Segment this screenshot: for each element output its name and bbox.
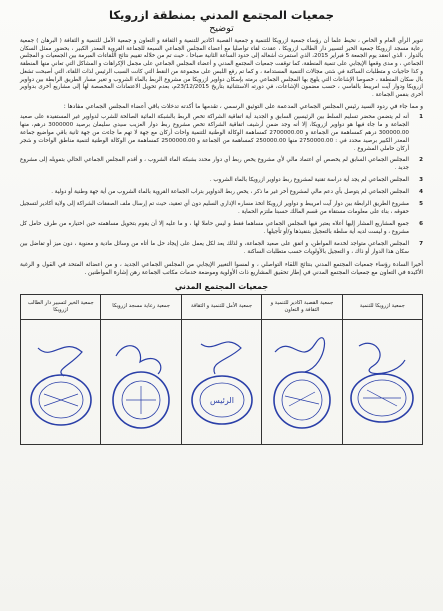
item-text: جميع المشاريع المشار إليها أعلاه يعتبر فيها المجلس الجماعي مساهما فقط و ليس حاملا لها ، و ما عليه إلا أن يقوم بتحويل مساهمته حين اختياره من طرف حامل كل مشروع ، و ليست لديه أية سلطة بالتعجيل بتنفيذها و/أو تأجيلها . bbox=[20, 221, 409, 235]
signature-column-header: جمعية القصبة اكادير للتنمية و الثقافة و التعاون bbox=[262, 294, 342, 319]
intro-paragraph: تنوير الرأي العام و الخاص ، نحيط علما أن رؤساء جمعية ازرويكا للتنمية و جمعية القصبة اكادير للتنمية و الثقافة و التعاون و جمعية الأمل للتنمية و الثقافة ( البرهان ) جمعية رعاية مسجد ازرويكا جمعية الخير لتسيير دار الطالب ازرويكا ، عقدت لقاء تواصليا مع أعضاء المجلس الجماعي السبعة للجماعة القروية المعدر الكبير ، بحضور ممثل السكان بالدوار ، الذي انعقد يوم الجمعة 5 فبراير 2015، الذي استمرت أشغاله إلى حدود الساعة الثانية صباحا ، حيث تم من خلاله تقييم نتائج اللقاءات المبرمة بين الجمعيات و المجلس الجماعي ، و مدى وقعها الإيجابي على تنمية المنطقة، كما توقفت جمعيات المجتمع المدني و أعضاء المجلس الجماعي على مجمل الإكراهات و المشاكل التي تعاني منها المنطقة و كذا حاجيات و متطلبات الساكنة في شتى مجالات التنمية المستدامة ، و كما تم رفع اللبس على مجموعة من النقط التي كانت السبب الرئيس لذات اللقاء، التي أصبحت تشغل بال سكان المنطقة ، خصوصا الإشاعات التي يلهج بها المجلس الجماعي برمته بإسكان دواوير ازرويكا من مشروع الربط بالماء الشروب و تغير مسار الطريق الرابطة بين دواوير ازرويكا ودوار آيت امريبط بالفاسي ، حسب مضمون الإشاعات، في دورته الاستثنائية بتاريخ 23/12/2015م، بعدم تحويل الاعتمادات المخصصة لها إلى مشاريع أخرى بدواوير أخرى بنفس الجماعة . bbox=[20, 38, 424, 99]
item-text: أنه لم يتضمن محضر تسليم السلط بين الرئيسين السابق و الجديد أية اتفاقية الشراكة تخص الربط بالشبكة المائية الصالحة للشرب لدواوير غير المستفيدة على صعيد الجماعة و ما جاء فيها هو دواوير ازرويكا، إلا أنه وجد ضمن أرشيف اتفاقية الشراكة تخص مشروع ربط دوار العزيب سيدي سليمان برصيد 3000000 درهم، منها 300000.00 درهم كمساهمة من الجماعة و 2700000.00 كمساهمة الوكالة الوطنية للتنمية واحات أركان مع جهة لا تهم ما جاءت من جهة ثانية باقي مواضيع جماعة المعدر الكبير برصيد محدد في : 2750000.00 منها 250000.00 كمساهمة من الجماعة و 2500000.00 كمساهمة من الوكالة الوطنية لتنمية مناطق الواحات و شجر أركان حاملي المشروع . bbox=[20, 113, 409, 152]
signature-cell bbox=[181, 319, 261, 444]
list-item bbox=[20, 177, 423, 185]
association-stamp-icon bbox=[24, 326, 98, 430]
item-text: المجلس الجماعي السابق لم يخصص أي اعتماد مالي لأي مشروع يخص ربط أي دوار محدد بشبكة الماء الشروب ، و أقدم المجلس الجماعي الحالي بتمويله إلى مشروع جديد . bbox=[20, 157, 409, 172]
signature-cell bbox=[21, 319, 101, 444]
list-item bbox=[20, 241, 423, 257]
signature-cell bbox=[101, 319, 181, 444]
list-item bbox=[20, 221, 423, 237]
clarifications-label: و مما جاء في ردود السيد رئيس المجلس الجماعي المدعمة على التوثيق الرسمي ، تقدمها ما أكدته تدخلات باقي أعضاء المجلس الجماعي مفادها : bbox=[63, 102, 423, 110]
list-item bbox=[20, 157, 423, 173]
stamp-label: الرئيس bbox=[209, 395, 234, 405]
item-number: 7 bbox=[419, 240, 423, 247]
association-stamp-icon bbox=[265, 326, 339, 430]
closing-paragraph: أخيرا السادة رؤساء جمعيات المجتمع المدني بنتائج اللقاء التواصلي ، و لمسوا التغيير الإيجابي من المجلس الجماعي الجديد ، و من اعضائه المتحد في القول و الرغبة الأكيدة في التعاون مع جمعيات المجتمع المدني في إطار تحقيق المشاريع ذات الأولوية وموضعة خدمات مكاتب الجماعة رهن إشارة المواطنين . bbox=[20, 261, 423, 277]
association-stamp-icon bbox=[345, 326, 419, 430]
signatures-table bbox=[20, 294, 423, 445]
signature-column-header: جمعية الخير لتسيير دار الطالب ازرويكا bbox=[21, 294, 101, 319]
page-subtitle: توضيح bbox=[209, 23, 234, 34]
item-number: 1 bbox=[419, 113, 423, 120]
page-title: جمعيات المجتمع المدني بمنطقة ازرويكا bbox=[109, 8, 334, 22]
clarifications-list bbox=[20, 114, 423, 257]
list-item bbox=[20, 189, 423, 197]
signature-column-header: جمعية ازرويكا للتنمية bbox=[342, 294, 422, 319]
signature-column-header: جمعية الأمل للتنمية و الثقافة bbox=[181, 294, 261, 319]
signature-cell bbox=[262, 319, 342, 444]
item-number: 2 bbox=[419, 157, 423, 164]
signature-column-header: جمعية رعاية مسجد ازرويكا bbox=[101, 294, 181, 319]
item-text: المجلس الجماعي لم يتوصل بأي دعم مالي لمشروع أخر غير ما ذكر ، يخص ربط الدواوير بتراب الجماعة القروية بالماء الشروب من أية جهة وطنية أو دولية . bbox=[51, 189, 409, 196]
signature-cell bbox=[342, 319, 422, 444]
item-text: المجلس الجماعي متواجد لخدمة المواطن، و اتفق على صعيد الجماعة، و لذلك يعد لكل يعمل على إيجاد حل ما أتاه من وسائل مادية و معنوية ، دون ميز أو تفاضل بين سكان هذا الدوار أو ذاك ، و التعجيل بالأولويات حسب متطلبات الساكنة . bbox=[20, 240, 409, 255]
item-text: المجلس الجماعي لم يجد أية دراسة تقنية لمشروع ربط دواوير ازرويكا بالماء الشروب . bbox=[209, 177, 409, 184]
item-text: مشروع الطريق الرابطة بين دوار آيت امريبط و دواوير ازرويكا اتخذ مساره الإداري السليم دون أي تعقيد، حيث تم إرسال ملف الصفقات الشراكة إلى ولاية أكادير لتسجيل حقوقه ، بناء على معلومات مستقاة من قسم المالك حسبنا ملتزم الحماية . bbox=[20, 201, 409, 216]
list-item bbox=[20, 201, 423, 217]
association-stamp-icon bbox=[185, 326, 259, 430]
item-number: 5 bbox=[419, 201, 423, 208]
item-number: 3 bbox=[419, 177, 423, 184]
item-number: 6 bbox=[419, 221, 423, 228]
item-number: 4 bbox=[419, 189, 423, 196]
signatures-title: جمعيات المجتمع المدني bbox=[174, 281, 269, 291]
association-stamp-icon bbox=[104, 326, 178, 430]
list-item bbox=[20, 114, 423, 154]
